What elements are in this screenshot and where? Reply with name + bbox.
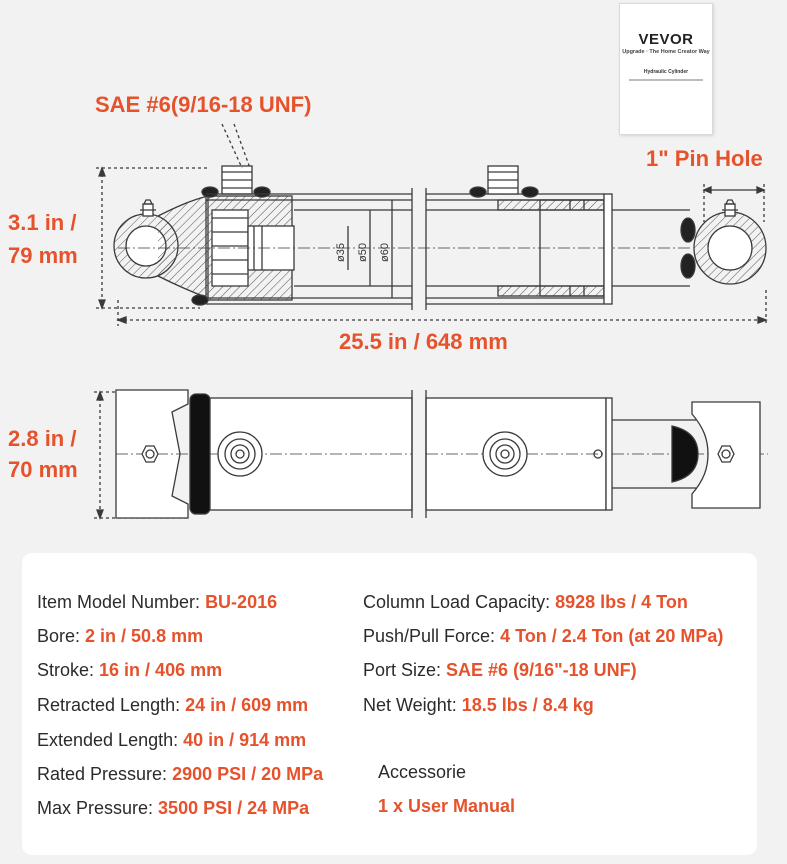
manual-title: Hydraulic Cylinder [643,69,689,75]
user-manual-thumbnail [619,3,713,135]
accessory-title: Accessorie [378,762,467,782]
dia-60-label: ø60 [379,243,391,262]
port-size-label: SAE #6(9/16-18 UNF) [95,92,312,117]
side-height-label-line1: 3.1 in / [8,210,77,235]
manual-fine-print [629,79,703,81]
spec-bore: Bore: 2 in / 50.8 mm [37,626,204,646]
spec-column-load: Column Load Capacity: 8928 lbs / 4 Ton [363,592,688,612]
brand-tagline: Upgrade · The Home Creator Way [622,49,710,55]
side-height-label-line2: 79 mm [8,243,78,268]
spec-push-pull-force: Push/Pull Force: 4 Ton / 2.4 Ton (at 20 MPa) [363,626,724,646]
brand-logo-text: VEVOR [638,31,694,48]
spec-port-size: Port Size: SAE #6 (9/16"-18 UNF) [363,660,637,680]
top-height-label-line2: 70 mm [8,457,78,482]
dia-35-label: ø35 [335,243,347,262]
spec-model: Item Model Number: BU-2016 [37,592,278,612]
pin-hole-label: 1" Pin Hole [646,146,763,171]
overall-length-label: 25.5 in / 648 mm [339,329,508,354]
spec-stroke: Stroke: 16 in / 406 mm [37,660,223,680]
spec-card [22,553,757,855]
spec-retracted-length: Retracted Length: 24 in / 609 mm [37,695,309,715]
spec-rated-pressure: Rated Pressure: 2900 PSI / 20 MPa [37,764,324,784]
top-height-label-line1: 2.8 in / [8,426,77,451]
top-view [94,390,768,518]
spec-extended-length: Extended Length: 40 in / 914 mm [37,730,307,750]
spec-max-pressure: Max Pressure: 3500 PSI / 24 MPa [37,798,310,818]
dia-50-label: ø50 [357,243,369,262]
accessory-item: 1 x User Manual [378,796,516,816]
spec-net-weight: Net Weight: 18.5 lbs / 8.4 kg [363,695,594,715]
